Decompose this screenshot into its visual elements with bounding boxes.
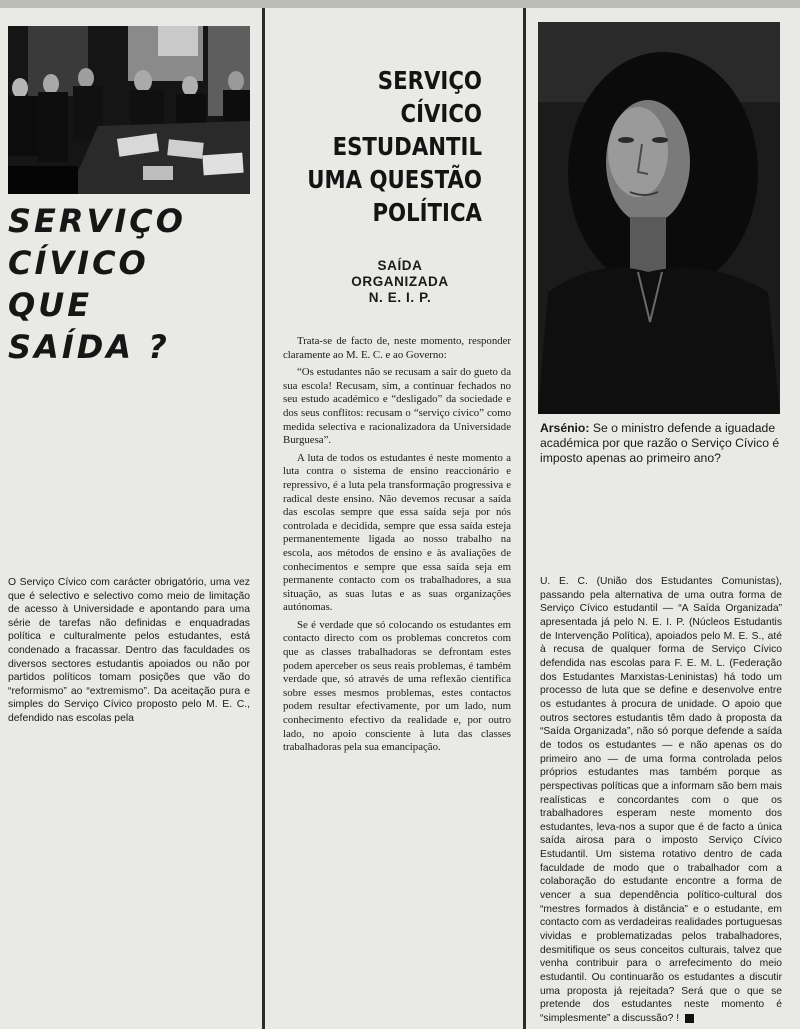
portrait-photo [538, 22, 780, 414]
middle-subtitle [300, 258, 500, 306]
right-article-body: U. E. C. (União dos Estudantes Comunistas), passando pela alternativa de uma outra forma de Serviço Cívico estudantil — “A Saída Organizada” apresentada já pelo N. E. I. P. (Núcleos Estudantis de Intervenção Política), apoiados pelo M. E. S., até à recusa de qualquer forma de Serviço Cívico defendida nas escolas para F. E. M. L. (Federação dos Estudantes Marxistas-Leninistas) há todo um processo de luta que se define e desenvolve entre os estudantes à procura de unidade. O apoio que outros sectores estudantis têm dado à proposta da “Saída Organizada”, não só porque defende a saída de todos os estudantes — e não apenas os do primeiro ano — de uma forma controlada pelos próprios estudantes mas também porque as perspectivas políticas que a informam são bem mais realísticas e concordantes com o que os trabalhadores esperam neste momento dos estudantes, leva-nos a supor que é de facto a única saída airosa para o imposto Serviço Cívico Estudantil. Um sistema rotativo dentro de cada faculdade de modo que o trabalhador com a colaboração do estudante encontre a forma de vencer a sua dependência político-cultural dos “mestres formados à distância” e o estudante, em contacto com as verdadeiras realidades portuguesas vividas e problematizadas pelos trabalhadores, desmitifique os seus conceitos culturais, talvez que venha contribuir para o arrefecimento do meio estudantil. Ou continuarão os estudantes a discutir uma proposta já rejeitada? Será que o que se pretende dos estudantes neste momento é “simplesmente” a discussão? ! [540, 576, 782, 1024]
middle-article-text [283, 335, 511, 759]
left-headline-line: QUE [8, 286, 93, 324]
group-photo [8, 26, 250, 194]
middle-headline-line: SERVIÇO [377, 66, 482, 95]
right-article-text [540, 575, 782, 1026]
paragraph: Trata-se de facto de, neste momento, responder claramente ao M. E. C. e ao Governo: [283, 335, 511, 361]
caption-text: Se o ministro defende a iguadade académica por que razão o Serviço Cívico é imposto apenas ao primeiro ano? [540, 421, 780, 465]
middle-headline [302, 64, 482, 229]
left-headline-line: SAÍDA ? [8, 328, 170, 366]
paragraph: Se é verdade que só colocando os estudantes em contacto directo com os problemas concretos com que as classes trabalhadoras se defrontam estes podem aperceber os seus reais problemas, é também verdade que, só através de uma reflexão científica sobre esses mesmos problemas, estes contactos podem resultar efectivamente, por um lado, num conhecimento efectivo da realidade e, por outro lado, no apoio consciente à luta das classes trabalhadoras pela sua emancipação. [283, 618, 511, 754]
column-divider-left [262, 8, 265, 1029]
end-of-article-mark [685, 1014, 694, 1023]
paragraph: A luta de todos os estudantes é neste momento a luta contra o sistema de ensino reaccionário e repressivo, é a luta pela transformação progressiva e radical deste ensino. Não devemos recusar a saída das escolas sempre que essa saída seja por nós controlada e decidida, sempre que essa saída esteja permanentemente ligada ao nosso trabalho na escola, aos métodos de ensino e às avaliações de conhecimentos e sempre que essa saída seja em permanente contacto com os trabalhadores, a sua situação, as suas lutas e as suas organizações autónomas. [283, 451, 511, 614]
middle-headline-line: ESTUDANTIL [332, 132, 482, 161]
top-border [0, 0, 800, 8]
subtitle-line: ORGANIZADA [351, 274, 449, 289]
left-headline-line: SERVIÇO [8, 202, 186, 240]
middle-headline-line: POLÍTICA [372, 198, 482, 227]
photo-caption [540, 421, 780, 466]
left-headline-line: CÍVICO [8, 244, 149, 282]
column-divider-right [523, 8, 526, 1029]
left-article-text: O Serviço Cívico com carácter obrigatório, uma vez que é selectivo e selectivo como meio de limitação de acesso à Universidade e apontando para uma série de tarefas não definidas e enquadradas política e culturalmente pelos estudantes, está condenado a fracassar. Dentro das faculdades os diversos sectores estudantis apoiados ou não por partidos políticos tomam posições que vão do “reformismo” ao “extremismo”. Da aceitação pura e simples do Serviço Cívico proposto pelo M. E. C., defendido nas escolas pela [8, 577, 250, 724]
subtitle-line: SAÍDA [377, 258, 423, 273]
paragraph: “Os estudantes não se recusam a sair do gueto da sua escola! Recusam, sim, a continuar fechados no seu estudo académico e “desligado” da sociedade e dos seus conflitos: recusam o “serviço cívico” como medida selectiva e racionalizadora da Universidade Burguesa”. [283, 366, 511, 447]
left-headline [8, 200, 258, 368]
subtitle-line: N. E. I. P. [368, 290, 432, 305]
caption-name: Arsénio: [540, 421, 590, 435]
middle-headline-line: CÍVICO [400, 99, 482, 128]
middle-headline-line: UMA QUESTÃO [307, 165, 482, 194]
